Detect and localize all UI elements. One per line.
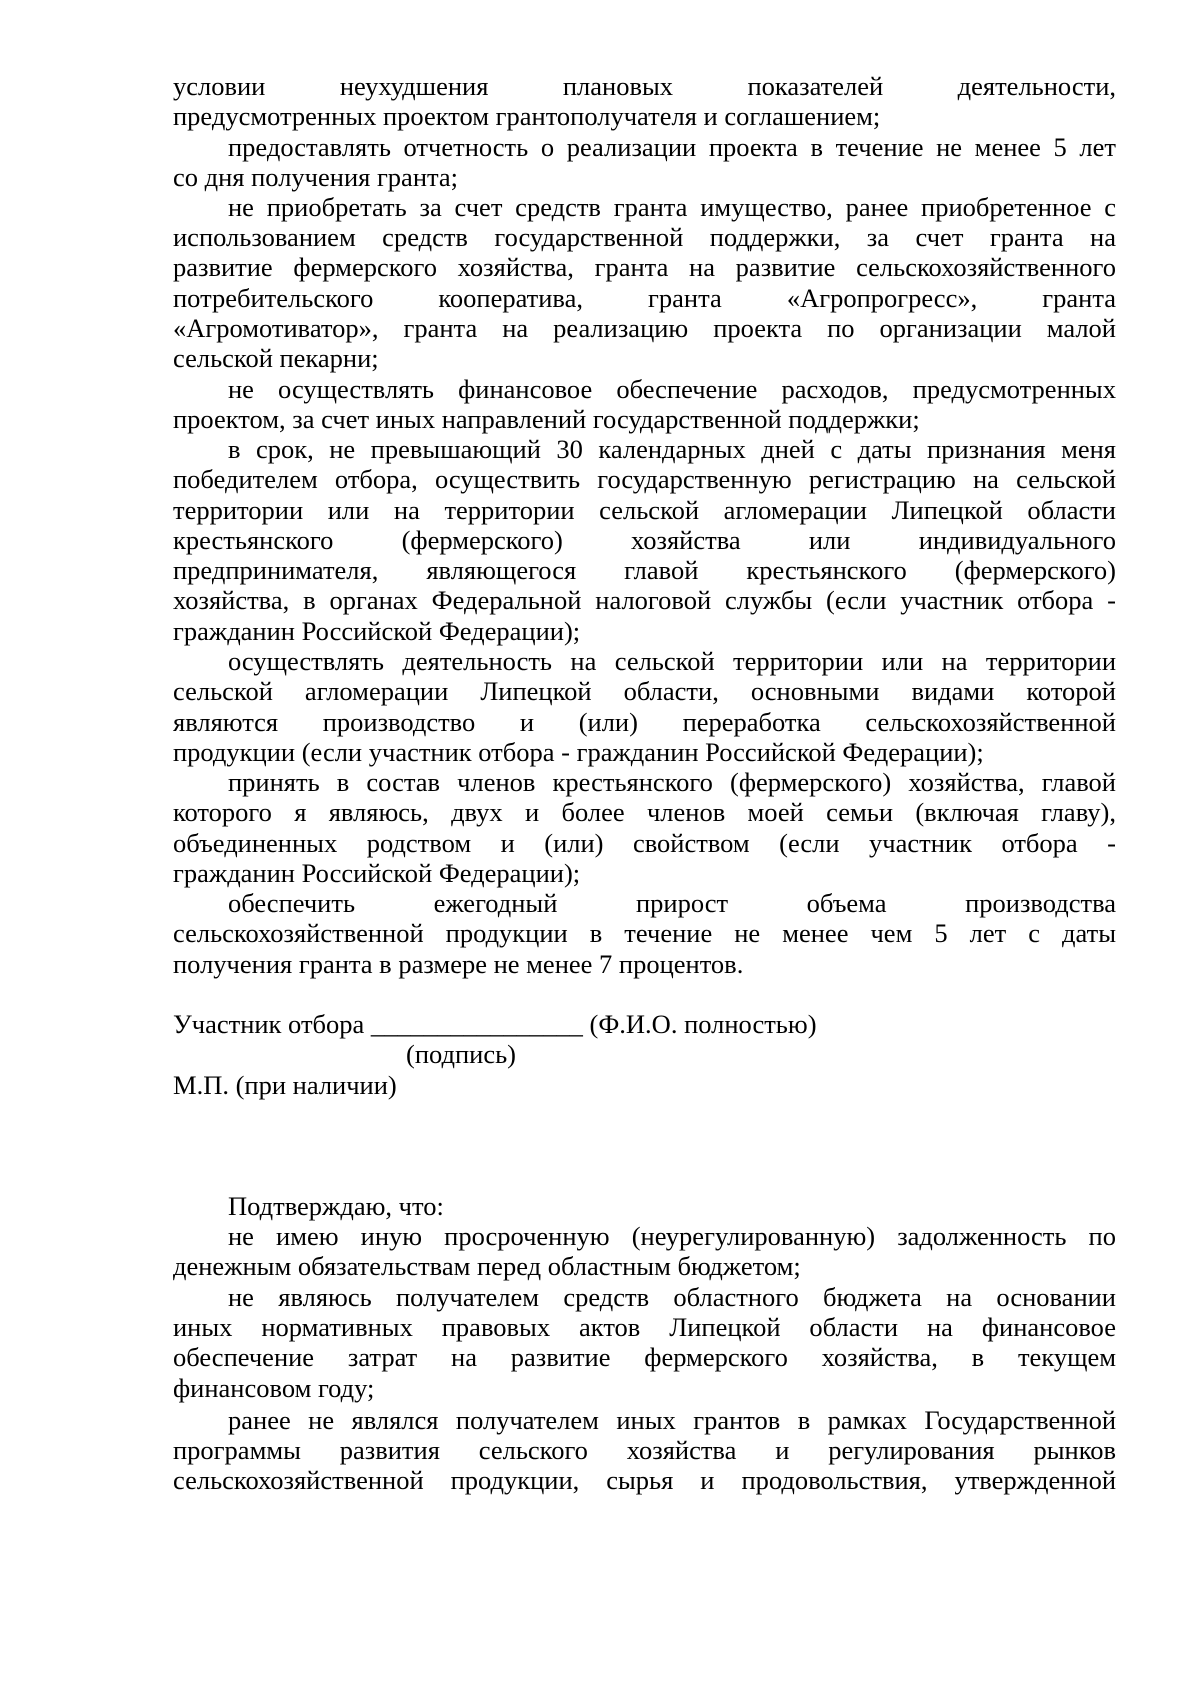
text-line: которого я являюсь, двух и более членов моей семьи (включая главу), <box>173 797 1116 827</box>
text-line: предусмотренных проектом грантополучателя и соглашением; <box>173 101 881 131</box>
text-line: со дня получения гранта; <box>173 162 459 192</box>
text-line: объединенных родством и (или) свойством (если участник отбора - <box>173 828 1116 858</box>
signature-line: Участник отбора ________________ (Ф.И.О. полностью) <box>173 1009 817 1039</box>
text-line: не приобретать за счет средств гранта имущество, ранее приобретенное с <box>228 192 1116 222</box>
text-line: денежным обязательствам перед областным бюджетом; <box>173 1251 801 1281</box>
text-line: победителем отбора, осуществить государственную регистрацию на сельской <box>173 464 1116 494</box>
text-line: обеспечение затрат на развитие фермерского хозяйства, в текущем <box>173 1342 1116 1372</box>
text-line: в срок, не превышающий 30 календарных дней с даты признания меня <box>228 434 1116 464</box>
text-line: иных нормативных правовых актов Липецкой области на финансовое <box>173 1312 1116 1342</box>
text-line: использованием средств государственной поддержки, за счет гранта на <box>173 222 1116 252</box>
text-line: сельской агломерации Липецкой области, основными видами которой <box>173 676 1116 706</box>
text-line: крестьянского (фермерского) хозяйства или индивидуального <box>173 525 1116 555</box>
text-line: «Агромотиватор», гранта на реализацию проекта по организации малой <box>173 313 1116 343</box>
stamp-note: М.П. (при наличии) <box>173 1070 397 1100</box>
text-line: являются производство и (или) переработка сельскохозяйственной <box>173 707 1116 737</box>
text-line: проектом, за счет иных направлений государственной поддержки; <box>173 404 920 434</box>
text-line: обеспечить ежегодный прирост объема производства <box>228 888 1116 918</box>
text-line: развитие фермерского хозяйства, гранта на развитие сельскохозяйственного <box>173 252 1116 282</box>
text-line: предпринимателя, являющегося главой крестьянского (фермерского) <box>173 555 1116 585</box>
text-line: финансовом году; <box>173 1373 375 1403</box>
text-line: сельскохозяйственной продукции, сырья и продовольствия, утвержденной <box>173 1465 1116 1495</box>
text-line: получения гранта в размере не менее 7 процентов. <box>173 949 744 979</box>
text-line: продукции (если участник отбора - гражданин Российской Федерации); <box>173 737 984 767</box>
text-line: не являюсь получателем средств областного бюджета на основании <box>228 1282 1116 1312</box>
text-line: хозяйства, в органах Федеральной налоговой службы (если участник отбора - <box>173 585 1116 615</box>
signature-caption: (подпись) <box>406 1039 517 1069</box>
text-line: ранее не являлся получателем иных грантов в рамках Государственной <box>228 1405 1116 1435</box>
text-line: территории или на территории сельской агломерации Липецкой области <box>173 495 1116 525</box>
text-line: не имею иную просроченную (неурегулированную) задолженность по <box>228 1221 1116 1251</box>
text-line: принять в состав членов крестьянского (фермерского) хозяйства, главой <box>228 767 1116 797</box>
text-line: не осуществлять финансовое обеспечение расходов, предусмотренных <box>228 374 1116 404</box>
text-line: предоставлять отчетность о реализации проекта в течение не менее 5 лет <box>228 132 1116 162</box>
text-line: осуществлять деятельность на сельской территории или на территории <box>228 646 1116 676</box>
text-line: условии неухудшения плановых показателей деятельности, <box>173 71 1116 101</box>
text-line: гражданин Российской Федерации); <box>173 616 581 646</box>
text-line: потребительского кооператива, гранта «Агропрогресс», гранта <box>173 283 1116 313</box>
text-line: сельской пекарни; <box>173 343 379 373</box>
confirmation-heading: Подтверждаю, что: <box>228 1191 444 1221</box>
text-line: гражданин Российской Федерации); <box>173 858 581 888</box>
text-line: сельскохозяйственной продукции в течение не менее чем 5 лет с даты <box>173 918 1116 948</box>
text-line: программы развития сельского хозяйства и регулирования рынков <box>173 1435 1116 1465</box>
